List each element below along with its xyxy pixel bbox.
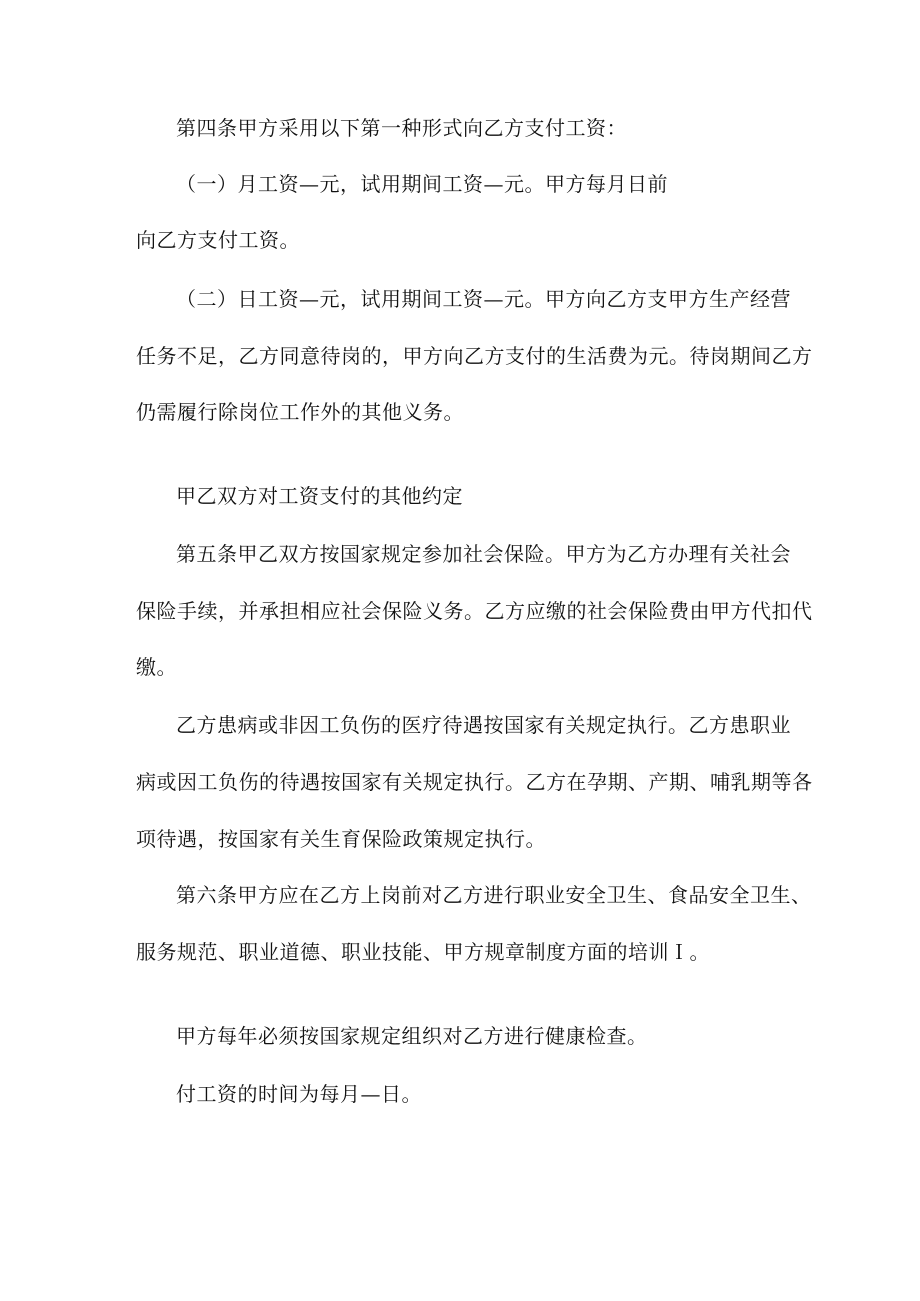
- paragraph-line: 保险手续，并承担相应社会保险义务。乙方应缴的社会保险费由甲方代扣代: [136, 599, 813, 623]
- article-6-heading: 第六条甲方应在乙方上岗前对乙方进行职业安全卫生、食品安全卫生、: [176, 883, 812, 907]
- paragraph-line: 病或因工负伤的待遇按国家有关规定执行。乙方在孕期、产期、哺乳期等各: [136, 770, 813, 794]
- article-4-heading: 第四条甲方采用以下第一种形式向乙方支付工资：: [176, 116, 627, 140]
- article-5-heading: 第五条甲乙双方按国家规定参加社会保险。甲方为乙方办理有关社会: [176, 542, 791, 566]
- paragraph-line: 向乙方支付工资。: [136, 228, 300, 252]
- paragraph-line: 缴。: [136, 655, 177, 679]
- paragraph-line: 付工资的时间为每月—日。: [176, 1082, 422, 1106]
- paragraph-line: 项待遇，按国家有关生育保险政策规定执行。: [136, 827, 546, 851]
- paragraph-line: （一）月工资—元，试用期间工资—元。甲方每月日前: [176, 172, 668, 196]
- paragraph-line: 甲方每年必须按国家规定组织对乙方进行健康检查。: [176, 1024, 648, 1048]
- paragraph-line: （二）日工资—元，试用期间工资—元。甲方向乙方支甲方生产经营: [176, 287, 791, 311]
- paragraph-line: 服务规范、职业道德、职业技能、甲方规章制度方面的培训Ｉ。: [136, 940, 710, 964]
- paragraph-line: 乙方患病或非因工负伤的医疗待遇按国家有关规定执行。乙方患职业: [176, 713, 791, 737]
- paragraph-line: 任务不足，乙方同意待岗的，甲方向乙方支付的生活费为元。待岗期间乙方: [136, 344, 813, 368]
- paragraph-line: 仍需履行除岗位工作外的其他义务。: [136, 400, 464, 424]
- paragraph-line: 甲乙双方对工资支付的其他约定: [176, 484, 463, 508]
